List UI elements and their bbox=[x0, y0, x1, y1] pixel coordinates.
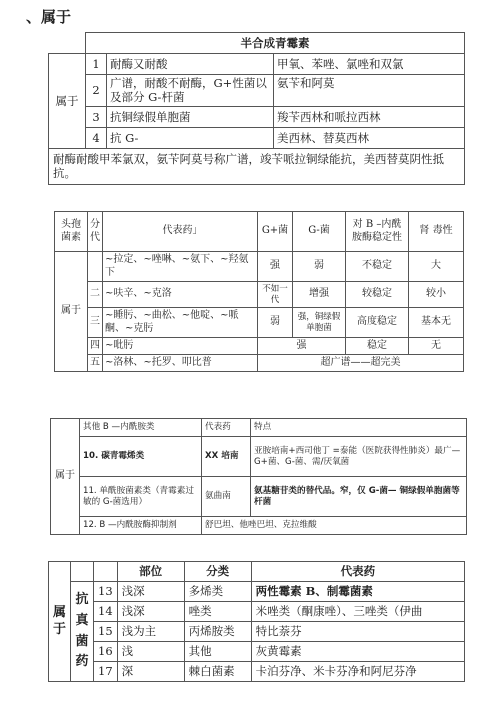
table3-drug: 氨曲南 bbox=[202, 477, 251, 517]
table4-header-drugs: 代表药 bbox=[251, 562, 464, 582]
table2-header-stability: 对 B –内酰胺酶稳定性 bbox=[346, 212, 409, 252]
table2-drugs: ~睡肟、~曲松、~他啶、~哌酮、~克肟 bbox=[103, 308, 258, 338]
table4-row-num: 15 bbox=[94, 622, 118, 642]
table3-drug: XX 培南 bbox=[202, 437, 251, 477]
table4-drugs: 两性霉素 B、制霉菌素 bbox=[251, 582, 464, 602]
table1-title: 半合成青霉素 bbox=[86, 33, 465, 54]
table4-class: 唑类 bbox=[184, 602, 251, 622]
table4-site: 浅 bbox=[117, 642, 184, 662]
table1-row-drugs: 甲氧、苯唑、氯唑和双氯 bbox=[274, 54, 465, 75]
table4-row-num: 16 bbox=[94, 642, 118, 662]
table2-header-class: 头孢菌素 bbox=[55, 212, 88, 252]
table1-row-num: 2 bbox=[86, 75, 107, 107]
table3-class: 12. B —内酰胺酶抑制剂 bbox=[80, 517, 202, 535]
table2-generation: 四 bbox=[88, 338, 103, 355]
table2-renal: 大 bbox=[409, 252, 464, 282]
antifungal-table bbox=[48, 561, 465, 682]
table1-row-drugs: 氨苄和阿莫 bbox=[274, 75, 465, 107]
table1-row-desc: 广谱，耐酸不耐酶，G+性菌以及部分 G-杆菌 bbox=[107, 75, 274, 107]
table1-row-drugs: 美西林、替莫西林 bbox=[274, 127, 465, 148]
table3-feature: 氨基糖苷类的替代品。窄，仅 G-菌— 铜绿假单胞菌等杆菌 bbox=[251, 477, 467, 517]
table2-gpos: 强 bbox=[258, 252, 293, 282]
table4-site: 深 bbox=[117, 662, 184, 682]
table3-class: 11. 单酰胺菌素类（青霉素过敏的 G-菌选用） bbox=[80, 477, 202, 517]
table2-drugs: ~洛林、~托罗、叩比普 bbox=[103, 355, 258, 372]
table2-renal: 较小 bbox=[409, 282, 464, 308]
table2-gpos: 不如一代 bbox=[258, 282, 293, 308]
table2-gneg: 弱 bbox=[293, 252, 346, 282]
table4-site: 浅深 bbox=[117, 602, 184, 622]
table1-row-num: 1 bbox=[86, 54, 107, 75]
table4-drugs: 特比萘芬 bbox=[251, 622, 464, 642]
table4-header-class: 分类 bbox=[184, 562, 251, 582]
table2-header-generation: 分代 bbox=[88, 212, 103, 252]
table3-header-class: 其他 B —内酰胺类 bbox=[80, 419, 202, 437]
table4-row-num: 17 bbox=[94, 662, 118, 682]
table4-row-num: 14 bbox=[94, 602, 118, 622]
table2-generation bbox=[88, 252, 103, 282]
table2-stability: 较稳定 bbox=[346, 282, 409, 308]
table4-class: 棘白菌素 bbox=[184, 662, 251, 682]
table2-renal: 无 bbox=[409, 338, 464, 355]
table2-generation: 三 bbox=[88, 308, 103, 338]
table2-drugs: ~呋辛、~克洛 bbox=[103, 282, 258, 308]
table1-row-desc: 抗铜绿假单胞菌 bbox=[107, 106, 274, 127]
table3-feature: 亚胺培南+西司他丁 =泰能（医院获得性肺炎）最广—G+菌、G-菌、需/厌氧菌 bbox=[251, 437, 467, 477]
table3-side-label: 属于 bbox=[51, 419, 80, 535]
table2-gneg: 增强 bbox=[293, 282, 346, 308]
table2-gpos-gneg: 强 bbox=[258, 338, 346, 355]
table4-drugs: 灰黄霉素 bbox=[251, 642, 464, 662]
table2-generation: 二 bbox=[88, 282, 103, 308]
table1-row-desc: 抗 G- bbox=[107, 127, 274, 148]
table2-header-gneg: G-菌 bbox=[293, 212, 346, 252]
table2-side-label: 属于 bbox=[55, 252, 88, 372]
table4-drugs: 卡泊芬净、米卡芬净和阿尼芬净 bbox=[251, 662, 464, 682]
table2-renal: 基本无 bbox=[409, 308, 464, 338]
semisynthetic-penicillin-table bbox=[48, 32, 465, 185]
table4-group-label: 抗真菌药 bbox=[71, 582, 94, 682]
table2-note: 超广谱——超完美 bbox=[258, 355, 464, 372]
section-heading: 、属于 bbox=[26, 8, 72, 26]
table1-row-num: 4 bbox=[86, 127, 107, 148]
other-beta-lactam-table bbox=[50, 418, 467, 535]
table4-side-label: 属于 bbox=[49, 562, 71, 682]
table1-side-label: 属于 bbox=[49, 54, 86, 149]
table3-header-feature: 特点 bbox=[251, 419, 467, 437]
table2-gneg: 强，铜绿假单胞菌 bbox=[293, 308, 346, 338]
table4-header-site: 部位 bbox=[117, 562, 184, 582]
table3-class: 10. 碳青霉烯类 bbox=[80, 437, 202, 477]
table2-header-gpos: G+菌 bbox=[258, 212, 293, 252]
table3-header-drug: 代表药 bbox=[202, 419, 251, 437]
table2-stability: 高度稳定 bbox=[346, 308, 409, 338]
table2-header-drugs: 代表药｣ bbox=[103, 212, 258, 252]
table4-class: 丙烯胺类 bbox=[184, 622, 251, 642]
table1-mnemonic-note: 耐酶耐酸甲苯氯双，氨苄阿莫号称广谱，竣苄哌拉铜绿能抗，美西替莫阴性抵抗。 bbox=[49, 148, 465, 184]
table4-site: 浅深 bbox=[117, 582, 184, 602]
table2-gpos: 弱 bbox=[258, 308, 293, 338]
table2-drugs: ~拉定、~唑啉、~氨下、~羟氨下 bbox=[103, 252, 258, 282]
table2-drugs: ~吡肟 bbox=[103, 338, 258, 355]
table3-feature: 舒巴坦、他唑巴坦、克拉维酸 bbox=[202, 517, 467, 535]
cephalosporin-table bbox=[54, 211, 464, 372]
table2-generation: 五 bbox=[88, 355, 103, 372]
table4-site: 浅为主 bbox=[117, 622, 184, 642]
table2-header-renal: 肾 毒性 bbox=[409, 212, 464, 252]
table2-stability: 稳定 bbox=[346, 338, 409, 355]
table4-class: 多烯类 bbox=[184, 582, 251, 602]
table4-drugs: 米唑类（酮康唑）、三唑类（伊曲 bbox=[251, 602, 464, 622]
table1-row-desc: 耐酶又耐酸 bbox=[107, 54, 274, 75]
table2-stability: 不稳定 bbox=[346, 252, 409, 282]
table4-class: 其他 bbox=[184, 642, 251, 662]
table1-row-num: 3 bbox=[86, 106, 107, 127]
table4-row-num: 13 bbox=[94, 582, 118, 602]
table1-row-drugs: 羧苄西林和哌拉西林 bbox=[274, 106, 465, 127]
